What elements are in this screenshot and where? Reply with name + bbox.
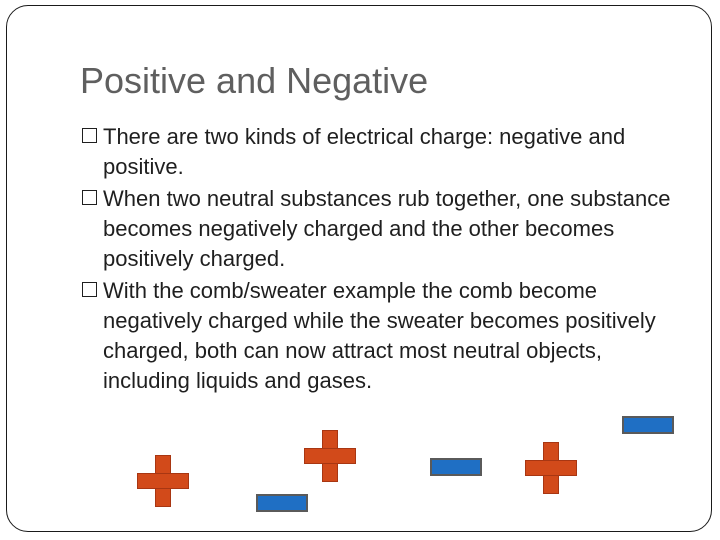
bullet-text: There are two kinds of electrical charge: negative and positive. [103, 124, 626, 179]
bullet-item [82, 276, 682, 396]
bullet-item [82, 122, 682, 182]
plus-sign-icon [525, 442, 577, 494]
bullet-box-icon [82, 282, 97, 297]
bullet-list [82, 122, 682, 398]
minus-sign-icon [622, 416, 674, 434]
minus-sign-icon [430, 458, 482, 476]
bullet-box-icon [82, 128, 97, 143]
bullet-text: When two neutral substances rub together, one substance becomes negatively charged and the other becomes positively charged. [103, 186, 671, 271]
bullet-item [82, 184, 682, 274]
slide-title: Positive and Negative [80, 60, 429, 101]
plus-sign-icon [137, 455, 189, 507]
bullet-text: With the comb/sweater example the comb become negatively charged while the sweater becomes positively charged, both can now attract most neutral objects, including liquids and gases. [103, 278, 656, 393]
plus-sign-icon [304, 430, 356, 482]
minus-sign-icon [256, 494, 308, 512]
bullet-box-icon [82, 190, 97, 205]
